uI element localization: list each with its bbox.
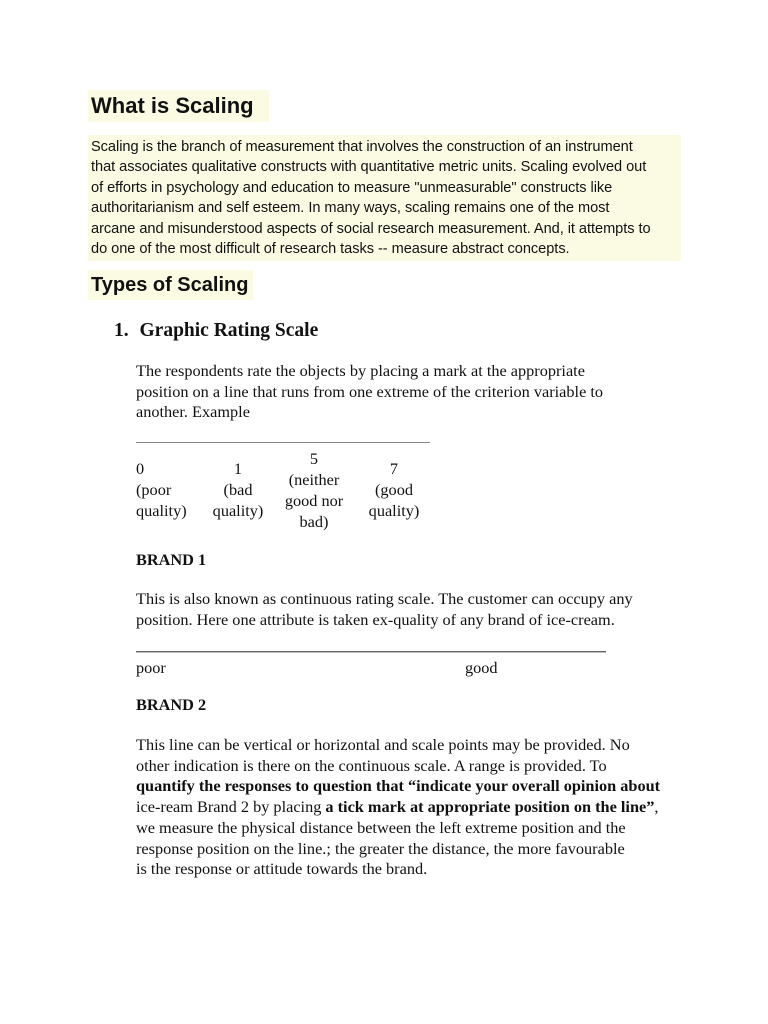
text-fragment: ice-ream Brand 2 by placing (136, 797, 326, 817)
text-line: is the response or attitude towards the brand. (136, 859, 428, 879)
scale-point-label: quality) (136, 501, 187, 520)
scale-point-label: quality) (212, 501, 264, 520)
scale-point-5 (280, 448, 348, 532)
intro-line: Scaling is the branch of measurement that involves the construction of an instrument (91, 139, 633, 155)
scale-point-value: 7 (389, 459, 399, 478)
text-line: another. Example (136, 402, 250, 422)
scale-point-value: 5 (309, 449, 319, 468)
scale-point-label: (poor (136, 480, 172, 499)
continuous-scale-line (136, 651, 606, 653)
text-fragment: , (654, 797, 659, 817)
text-line: position. Here one attribute is taken ex-quality of any brand of ice-cream. (136, 609, 615, 629)
brand-2-description (136, 735, 681, 880)
example-scale-line (136, 442, 430, 443)
intro-line: that associates qualitative constructs with quantitative metric units. Scaling evolved out (91, 159, 647, 176)
scale-point-1 (208, 458, 268, 521)
text-line: other indication is there on the continuous scale. A range is provided. To (136, 755, 607, 775)
example-scale-points (136, 448, 436, 538)
brand-1-label: BRAND 1 (136, 550, 207, 569)
text-line: we measure the physical distance between the left extreme position and the (136, 817, 626, 837)
heading-graphic-rating-scale (114, 318, 318, 344)
scale-left-label: poor (136, 658, 166, 677)
scale-point-label: (neither (288, 470, 340, 489)
heading-types-of-scaling: Types of Scaling (88, 270, 253, 300)
scale-point-0 (136, 458, 187, 521)
scale-right-label: good (465, 658, 498, 677)
heading-what-is-scaling: What is Scaling (88, 90, 269, 122)
text-line: This is also known as continuous rating scale. The customer can occupy any (136, 589, 633, 608)
intro-line: do one of the most difficult of research tasks -- measure abstract concepts. (91, 241, 570, 258)
list-number: 1. (114, 320, 129, 341)
intro-line: arcane and misunderstood aspects of social research measurement. And, it attempts to (91, 220, 651, 237)
brand-2-label: BRAND 2 (136, 695, 207, 714)
text-fragment-bold: a tick mark at appropriate position on the line” (325, 797, 655, 817)
text-line-bold: quantify the responses to question that “indicate your overall opinion about (136, 776, 661, 796)
scale-point-label: good nor (284, 491, 344, 510)
text-line: response position on the line.; the greater the distance, the more favourable (136, 838, 625, 858)
graphic-scale-description (136, 361, 681, 423)
text-line: The respondents rate the objects by placing a mark at the appropriate (136, 361, 585, 380)
list-item-title: Graphic Rating Scale (139, 320, 319, 341)
scale-point-label: (bad (223, 480, 253, 499)
intro-paragraph (88, 135, 681, 261)
scale-point-value: 0 (136, 459, 145, 478)
text-line (136, 797, 681, 818)
scale-point-7 (364, 458, 424, 521)
intro-line: authoritarianism and self esteem. In many ways, scaling remains one of the most (91, 200, 610, 217)
continuous-scale-labels (136, 657, 606, 679)
intro-line: of efforts in psychology and education to measure "unmeasurable" constructs like (91, 179, 613, 196)
scale-point-value: 1 (233, 459, 243, 478)
brand-1-description (136, 589, 681, 630)
scale-point-label: quality) (368, 501, 420, 520)
text-line: position on a line that runs from one extreme of the criterion variable to (136, 381, 604, 401)
scale-point-label: (good (375, 480, 413, 499)
text-line: This line can be vertical or horizontal and scale points may be provided. No (136, 735, 630, 754)
scale-point-label: bad) (299, 512, 329, 531)
